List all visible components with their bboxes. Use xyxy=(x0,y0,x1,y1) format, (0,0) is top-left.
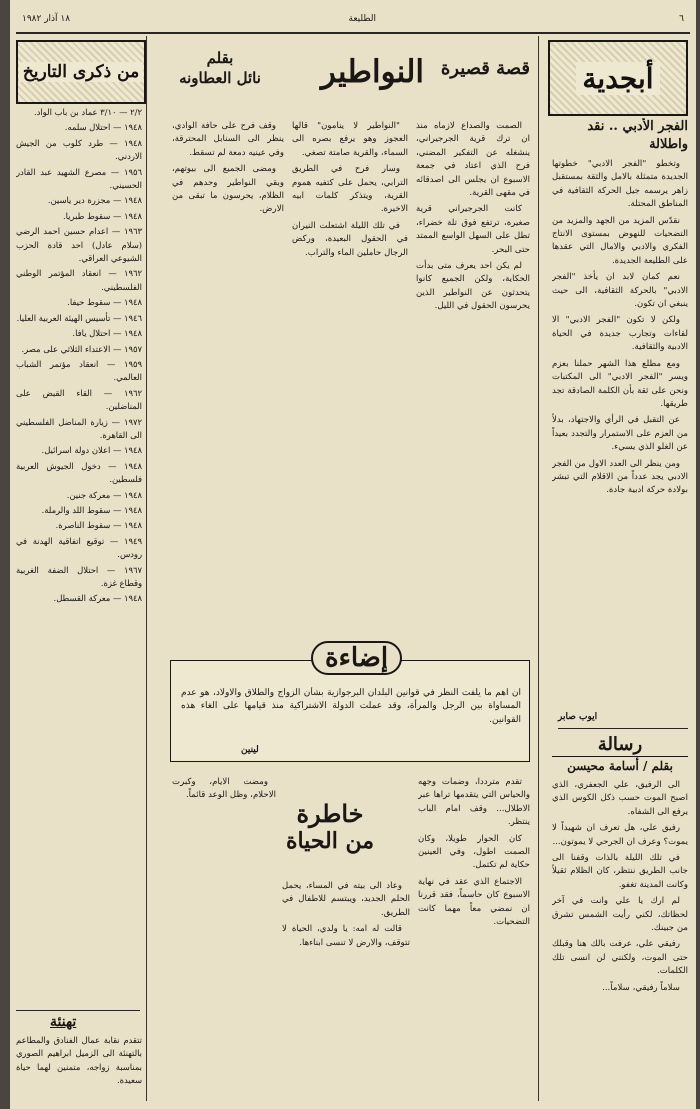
abjadiya-paragraph: نقدّس المزيد من الجهد والمزيد من التضحيات للنهوض بمستوى الانتاج الفكري والادبي والامال التي عقدها على الطليعة الجديدة. xyxy=(552,215,688,266)
khatira-paragraph: قالت له امه: يا ولدي، الحياة لا تتوقف، والارض لا تنسى ابناءها. xyxy=(282,924,410,948)
story-column xyxy=(292,120,408,585)
khatira-paragraph: وعاد الى بيته في المساء، يحمل الحلم الجديد، ويبتسم للاطفال في الطريق. xyxy=(282,881,410,918)
tahni-text: تتقدم نقابة عمال الفنادق والمطاعم بالتهنئة الى الزميل ابراهيم الصوري بمناسبة زواجه، متمنين لهما حياة سعيدة. xyxy=(16,1035,142,1086)
dhikra-item: ١٩٤٨ — احتلال يافا. xyxy=(72,328,142,339)
dhikra-item: ١٩٦٢ — انعقاد المؤتمر الوطني الفلسطيني. xyxy=(16,268,142,292)
story-label: قصة قصيرة xyxy=(440,58,530,79)
dhikra-item: ١٩٤٨ — سقوط الناصرة. xyxy=(55,520,142,531)
story-paragraph: لم يكن احد يعرف متى بدأت الحكاية، ولكن الجميع كانوا يتحدثون عن النواطير الذين يحرسون الحقول في الليل. xyxy=(416,261,530,312)
issue-date: ١٨ آذار ١٩٨٢ xyxy=(22,14,71,24)
dhikra-item: ١٩٦٧ — احتلال الضفة الغربية وقطاع غزة. xyxy=(16,564,142,588)
abjadiya-section xyxy=(552,118,688,706)
abjadiya-paragraph: ولكن لا تكون "الفجر الادبي" الا لقاءات وتجارب جديدة في الحياة الادبية والثقافية. xyxy=(552,315,688,353)
dhikra-item: ١٩٥٧ — الاعتداء الثلاثي على مصر. xyxy=(21,343,142,354)
section-rule xyxy=(558,728,688,729)
story-paragraph: وقف فرح على حافة الوادي، ينظر الى السنابل المحترقة، وفي عينيه دمعة لم تسقط. xyxy=(172,121,284,158)
khatira-heading xyxy=(270,800,390,854)
story-paragraph: الصمت والصداع لازماه منذ ان ترك قرية الجرجيراني، ينشغله عن التفكير المضني، فرح الذي اعتاد في جمعة الاسبوع ان يجلس الى اصدقائه في مقهى القرية. xyxy=(416,121,530,199)
dhikra-item: ١٩٤٩ — توقيع اتفاقية الهدنة في رودس. xyxy=(16,535,142,560)
header-rule xyxy=(16,32,690,34)
story-column xyxy=(416,120,530,585)
dhikra-list xyxy=(16,106,142,906)
story-paragraph: في تلك الليلة اشتعلت النيران في الحقول البعيدة، وركض الرجال حاملين الماء والتراب. xyxy=(292,220,408,258)
risala-heading: رسالة xyxy=(552,734,688,757)
story-column xyxy=(172,120,284,585)
ilda-text: ان اهم ما يلفت النظر في قوانين البلدان البرجوازية بشأن الزواج والطلاق والاولاد، هو عدم المساواة بين الرجل والمرأة، وقد عملت الدولة الاشتراكية منذ قيامها على الغاء هذه القوانين. xyxy=(181,688,521,725)
abjadiya-paragraph: نعم كمان لابد ان يأخذ "الفجر الادبي" بالحركة الثقافية، الى حيث ينبغي ان تكون. xyxy=(552,272,688,310)
story-paragraph: "النواطير لا ينامون" قالها العجوز وهو يرفع بصره الى السماء، والقرية صامتة تصغي. xyxy=(292,121,408,158)
abjadiya-signature: ايوب صابر xyxy=(558,712,598,722)
story-title: النواطير xyxy=(320,54,424,90)
story-paragraph: كانت الجرجيراني قرية صغيرة، ترتفع فوق تلة خضراء، تطل على السهل الواسع الممتد حتى البحر. xyxy=(416,204,530,255)
dhikra-item: ١٩٦٣ — اعدام حسين احمد الرضي (سلام عادل) احد قادة الحزب الشيوعي العراقي. xyxy=(16,226,142,264)
dhikra-item: ١٩٦٢ — القاء القبض على المناضلين. xyxy=(16,387,142,412)
page-number: ٦ xyxy=(679,14,684,24)
dhikra-item: ١٩٤٨ — طرد كلوب من الجيش الاردني. xyxy=(16,137,142,162)
newspaper-page xyxy=(10,0,696,1109)
abjadiya-paragraph: ومع مطلع هذا الشهر حملنا بعزم ويسر "الفجر الادبي" الى المكتبات ونحن على ثقة بأن الكلمة الصادقة تجد طريقها. xyxy=(552,358,688,409)
story-byline-label: بقلم xyxy=(206,49,234,67)
risala-paragraph: في تلك الليلة بالذات وقفنا الى جانب الطريق ننتظر، كان الظلام ثقيلاً وكانت المدينة تغفو. xyxy=(552,853,688,890)
khatira-paragraph: كان الحوار طويلا، وكان الصمت اطول، وفي العينين حكاية لم تكتمل. xyxy=(418,833,530,871)
story-paragraph: ومضى الجميع الى بيوتهم، وبقي النواطير وحدهم في الظلام، يحرسون ما تبقى من الارض. xyxy=(172,164,284,215)
column-divider xyxy=(146,36,147,1101)
risala-paragraph: لم ارك يا علي وانت في آخر لحظاتك، لكني رأيت الشمس تشرق من جبينك. xyxy=(552,896,688,934)
khatira-paragraph: الاجتماع الذي عقد في نهاية الاسبوع كان حاسماً، فقد قررنا ان نمضي معاً مهما كانت التضحيات. xyxy=(418,876,530,928)
story-byline xyxy=(160,48,280,88)
risala-paragraph: رفيقي علي، عرفت بالك هنا وقبلك حتى الموت، ولكنني لن انسى تلك الكلمات. xyxy=(552,939,688,977)
khatira-title-2: من الحياة xyxy=(285,828,375,854)
dhikra-item: ١٩٤٨ — سقوط حيفا. xyxy=(67,297,142,308)
risala-byline: بقلم / أسامة محيسن xyxy=(567,759,673,773)
ilda-heading: إضاءة xyxy=(311,641,402,675)
khatira-paragraph: تقدم مترددا، وضمات وجهه والحياس التي يتقدمها تراها عبر الاطلال... وقف امام الباب ينتظر. xyxy=(418,777,530,828)
section-rule xyxy=(16,1010,140,1011)
dhikra-item: ٢/٢ — ٣/١٠ عماد بن باب الواد. xyxy=(33,107,142,117)
khatira-title-1: خاطرة xyxy=(296,799,364,828)
ilda-box xyxy=(170,643,530,762)
dhikra-item: ١٩٤٦ — تأسيس الهيئة العربية العليا. xyxy=(16,312,142,323)
risala-paragraph: سلاماً رفيقي، سلاماً... xyxy=(602,982,680,993)
dhikra-item: ١٩٤٨ — احتلال سلمه. xyxy=(64,122,142,133)
risala-paragraph: رفيق علي، هل تعرف ان شهيداً لا يموت؟ وعرف ان الجرحي لا يموتون... xyxy=(552,823,688,847)
tahni-heading: تهنئة xyxy=(50,1014,77,1030)
abjadiya-headline: الفجر الأدبي .. نقد واطلالة xyxy=(587,119,688,152)
ilda-signature: لينين xyxy=(241,745,259,755)
khatira-paragraph: ومضت الايام، وكبرت الاحلام، وظل الوعد قائماً. xyxy=(172,777,276,801)
dhikra-item: ١٩٥٩ — انعقاد مؤتمر الشباب العالمي. xyxy=(16,358,142,383)
section-name: الطليعة xyxy=(348,14,376,24)
abjadiya-paragraph: ومن ينظر الى العدد الاول من الفجر الادبي يجد عدداً من الاقلام التي تبشر بولادة حركة ادبية جادة. xyxy=(552,458,688,496)
dhikra-item: ١٩٤٨ — سقوط طبريا. xyxy=(62,210,142,221)
story-author: نائل العطاونه xyxy=(179,69,261,87)
khatira-column xyxy=(282,880,410,1102)
abjadiya-logo: أبجدية xyxy=(548,40,688,116)
dhikra-item: ١٩٧٢ — زيارة المناضل الفلسطيني الى القاهرة. xyxy=(16,416,142,440)
dhikra-item: ١٩٤٨ — سقوط اللد والرملة. xyxy=(41,504,142,515)
story-paragraph: وسار فرح في الطريق الترابي، يحمل على كتفيه هموم القرية، ويتذكر كلمات ابيه الاخيرة. xyxy=(292,164,408,215)
risala-section xyxy=(552,734,688,1102)
dhikra-item: ١٩٤٨ — معركة القسطل. xyxy=(53,593,142,604)
abjadiya-paragraph: وتخطو "الفجر الادبي" خطوتها الجديدة متمثلة بالامل والثقة بمستقبل زاهر يرسمه جيل الحركة الثقافية في المناطق المحتلة. xyxy=(552,159,688,210)
dhikra-item: ١٩٥٦ — مصرع الشهيد عبد القادر الحسيني. xyxy=(16,166,142,191)
column-divider xyxy=(538,36,539,1101)
dhikra-item: ١٩٤٨ — مجزرة دير ياسين. xyxy=(47,195,142,206)
abjadiya-paragraph: عن التقبل في الرأي والاجتهاد، بدلاً من العزم على الاستمرار والتجدد بعيداً عن الغلو الذي يسيء. xyxy=(552,415,688,453)
khatira-column xyxy=(418,776,530,1102)
khatira-column xyxy=(172,776,276,1102)
dhikra-item: ١٩٤٨ — اعلان دولة اسرائيل. xyxy=(41,445,142,456)
dhikra-item: ١٩٤٨ — معركة جنين. xyxy=(66,489,142,500)
dhikra-item: ١٩٤٨ — دخول الجيوش العربية فلسطين. xyxy=(16,460,142,485)
dhikra-logo: من ذكرى التاريخ xyxy=(16,40,146,104)
risala-paragraph: الى الرفيق، علي الجعفري، الذي اصبح الموت حسب ذكل الكوس الذي يرفع الى الشفاه. xyxy=(552,780,688,817)
